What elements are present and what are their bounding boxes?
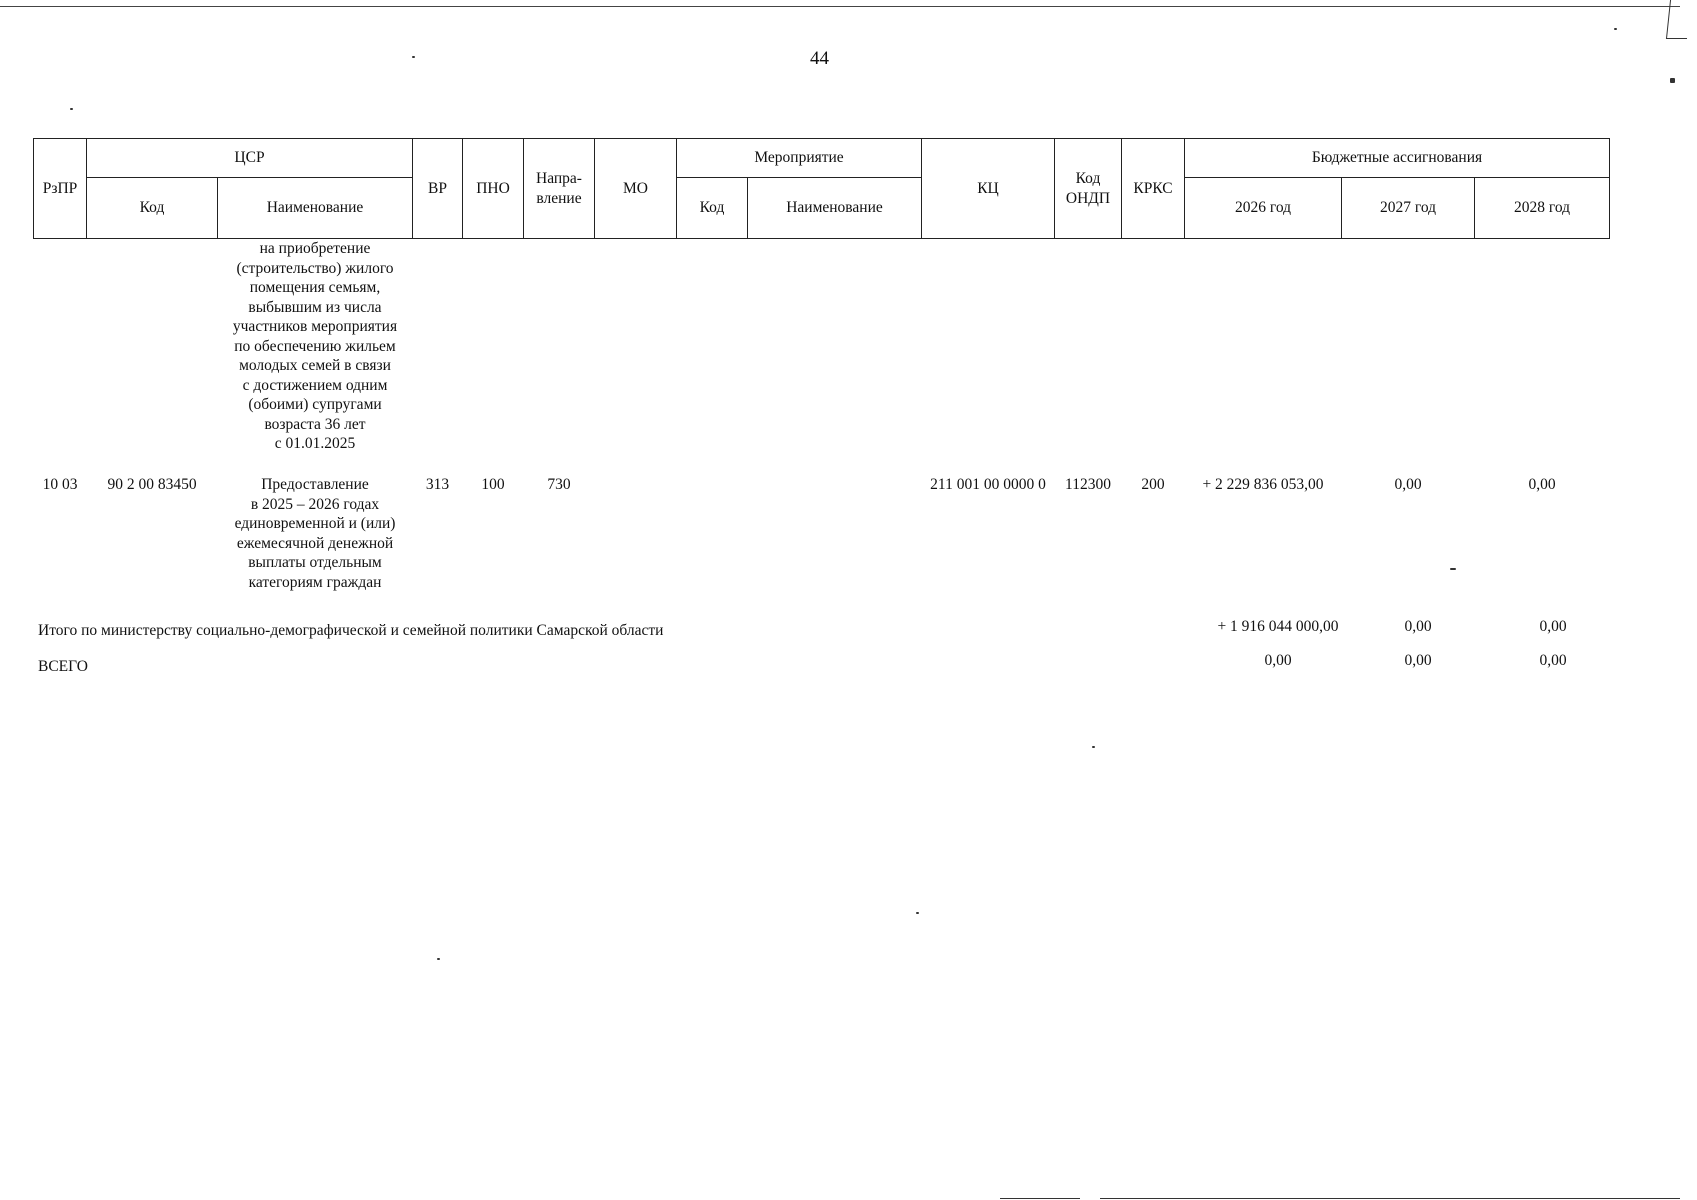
total-label: Итого по министерству социально-демографической и семейной политики Самарской области [38,622,664,639]
scan-edge-line [1100,1198,1680,1199]
total-2026: + 1 916 044 000,00 [1217,618,1339,635]
header-event-code: Код [677,178,748,239]
total-2028: 0,00 [1539,618,1567,635]
cell-csr-code: 90 2 00 83450 [107,476,197,493]
header-event: Мероприятие [677,139,922,178]
cell-2026: + 2 229 836 053,00 [1202,476,1324,493]
scan-speck [412,56,415,58]
scan-speck [437,958,440,960]
budget-table [33,138,1610,615]
total-2027: 0,00 [1404,652,1432,669]
scan-speck [70,108,73,110]
header-csr-name: Наименование [218,178,413,239]
cell-2028: 0,00 [1528,476,1556,493]
header-csr-code: Код [87,178,218,239]
header-csr: ЦСР [87,139,413,178]
cell-kc: 211 001 00 0000 0 [930,476,1046,493]
header-mo: МО [595,139,677,239]
header-pno: ПНО [463,139,524,239]
header-rzpr: РзПР [34,139,87,239]
header-2026: 2026 год [1185,178,1342,239]
cell-vr: 313 [425,476,450,493]
header-event-name: Наименование [748,178,922,239]
cell-mo [595,475,677,615]
total-2026: 0,00 [1264,652,1292,669]
scan-corner-mark [1666,0,1691,39]
header-2027: 2027 год [1342,178,1475,239]
table-subheader-row [34,178,1610,239]
header-2028: 2028 год [1475,178,1610,239]
page-number: 44 [810,48,829,69]
cell-event-code [677,475,748,615]
scan-speck [1670,78,1675,83]
cell-ondp: 112300 [1065,476,1111,493]
scan-edge-line [0,6,1680,7]
csr-name-continuation: на приобретение (строительство) жилого помещения семьям, выбывшим из числа участников мероприятия по обеспечению жильем молодых семей в связи с достижением одним (обоими) супругами возраста 36 лет с 01.01.2025 [232,240,398,452]
cell-2027: 0,00 [1394,476,1422,493]
header-vr: ВР [413,139,463,239]
header-krks: КРКС [1122,139,1185,239]
cell-pno: 100 [481,476,505,493]
cell-rzpr: 10 03 [42,476,78,493]
cell-event-name [748,475,922,615]
scan-edge-line [1000,1198,1080,1199]
table-row [34,475,1610,615]
total-label: ВСЕГО [38,658,88,675]
header-kc: КЦ [922,139,1055,239]
cell-krks: 200 [1141,476,1165,493]
header-budget: Бюджетные ассигнования [1185,139,1610,178]
scan-speck [1614,28,1617,30]
header-ondp: Код ОНДП [1055,139,1122,239]
table-row-continuation [34,239,1610,476]
cell-direction: 730 [547,476,571,493]
total-2027: 0,00 [1404,618,1432,635]
total-2028: 0,00 [1539,652,1567,669]
scan-speck [1092,746,1095,748]
cell-csr-name: Предоставление в 2025 – 2026 годах единовременной и (или) ежемесячной денежной выплаты отдельным категориям граждан [234,476,396,591]
table-header-row [34,139,1610,178]
header-direction: Напра- вление [524,139,595,239]
scan-speck [916,912,919,914]
